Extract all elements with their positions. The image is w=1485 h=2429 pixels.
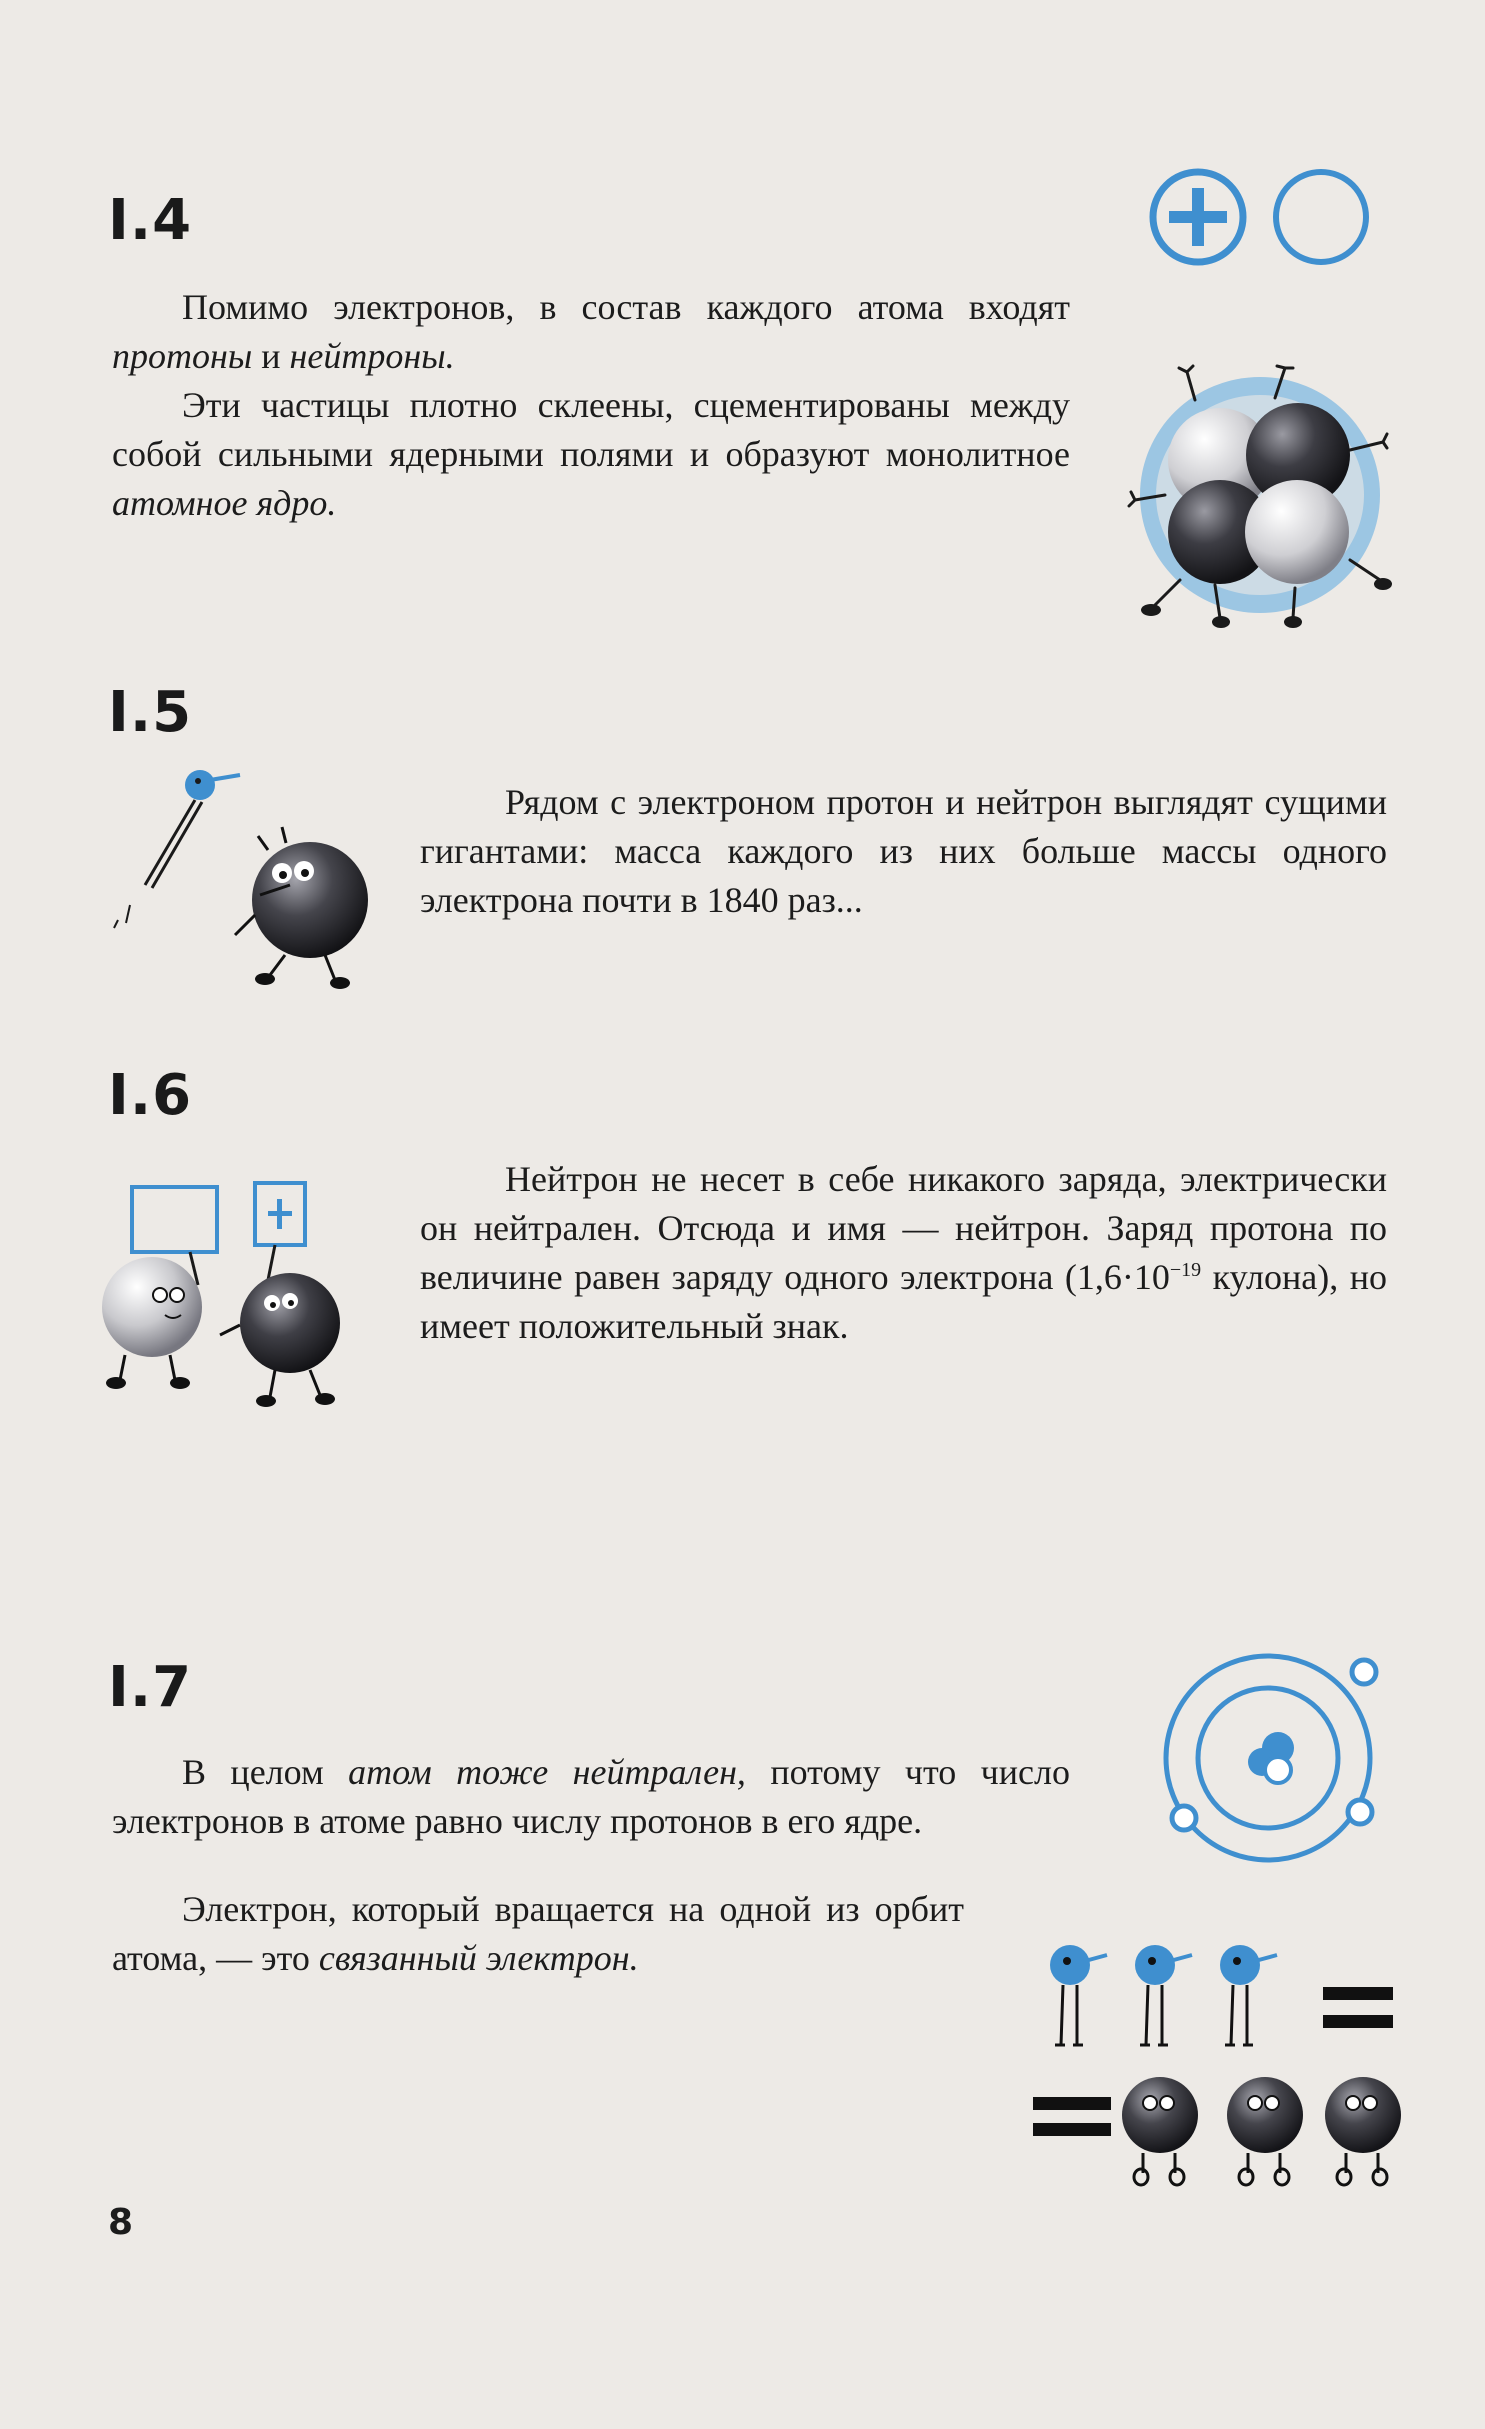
electron-character [114,770,240,928]
proton-character [220,1183,340,1407]
charge-symbols-illustration [1135,165,1385,275]
neutron-character [102,1187,217,1389]
section-number-1-4: I.4 [108,188,193,253]
section-1-5-text [420,778,1387,925]
italic-term: протоны [112,336,253,376]
equals-sign-icon [1323,1987,1393,2028]
paragraph: Электрон, который вращается на одной из орбит атома, — это связанный электрон. [112,1889,964,1978]
electron-dot [1348,1800,1372,1824]
electron-vs-nucleon-illustration [90,755,410,1005]
section-number-1-7: I.7 [108,1655,193,1720]
italic-term: связанный электрон. [318,1938,639,1978]
paragraph: Нейтрон не несет в себе никакого заряда, электрически он нейтрален. Отсюда и имя — нейтрон. Заряд протона по величине равен заряду одного электрона ($1,6\cdot 10^{-19}$ кулона), но имеет положительный знак. [420,1159,1387,1346]
atom-orbit-diagram [1150,1640,1390,1880]
paragraph: Рядом с электроном протон и нейтрон выглядят сущими гигантами: масса каждого из них больше массы одного электрона почти в 1840 раз... [420,782,1387,920]
page-number: 8 [108,2202,134,2243]
electron-dot [1352,1660,1376,1684]
paragraph: Эти частицы плотно склеены, сцементированы между собой сильными ядерными полями и образуют монолитное атомное ядро. [112,385,1070,523]
paragraph: В целом атом тоже нейтрален, потому что число электронов в атоме равно числу протонов в его ядре. [112,1752,1070,1841]
proton-characters [1122,2077,1401,2185]
nucleon-character [235,827,368,989]
section-1-4-text [112,283,1070,528]
italic-term: нейтроны. [289,336,455,376]
neutral-circle-icon [1276,172,1366,262]
atomic-nucleus-illustration [1125,360,1395,630]
section-1-7-text [112,1748,1070,1846]
nucleon-ball [1245,480,1349,584]
plus-circle-icon [1153,172,1243,262]
section-1-7-text-2 [112,1885,964,1983]
neutral-sign [132,1187,217,1252]
section-number-1-5: I.5 [108,680,193,745]
paragraph: Помимо электронов, в состав каждого атома входят протоны и нейтроны. [112,287,1070,376]
exponent: −19 [1169,1259,1202,1281]
section-1-6-text [420,1155,1387,1351]
electron-characters [1050,1945,1277,2045]
equals-sign-icon [1033,2097,1111,2136]
italic-term: атом тоже нейтрален, [348,1752,746,1792]
italic-term: атомное ядро. [112,483,337,523]
electrons-equal-protons-illustration [1025,1925,1405,2195]
electron-dot [1172,1806,1196,1830]
nucleus-particle [1265,1757,1291,1783]
section-number-1-6: I.6 [108,1063,193,1128]
neutron-and-proton-illustration [80,1175,380,1415]
